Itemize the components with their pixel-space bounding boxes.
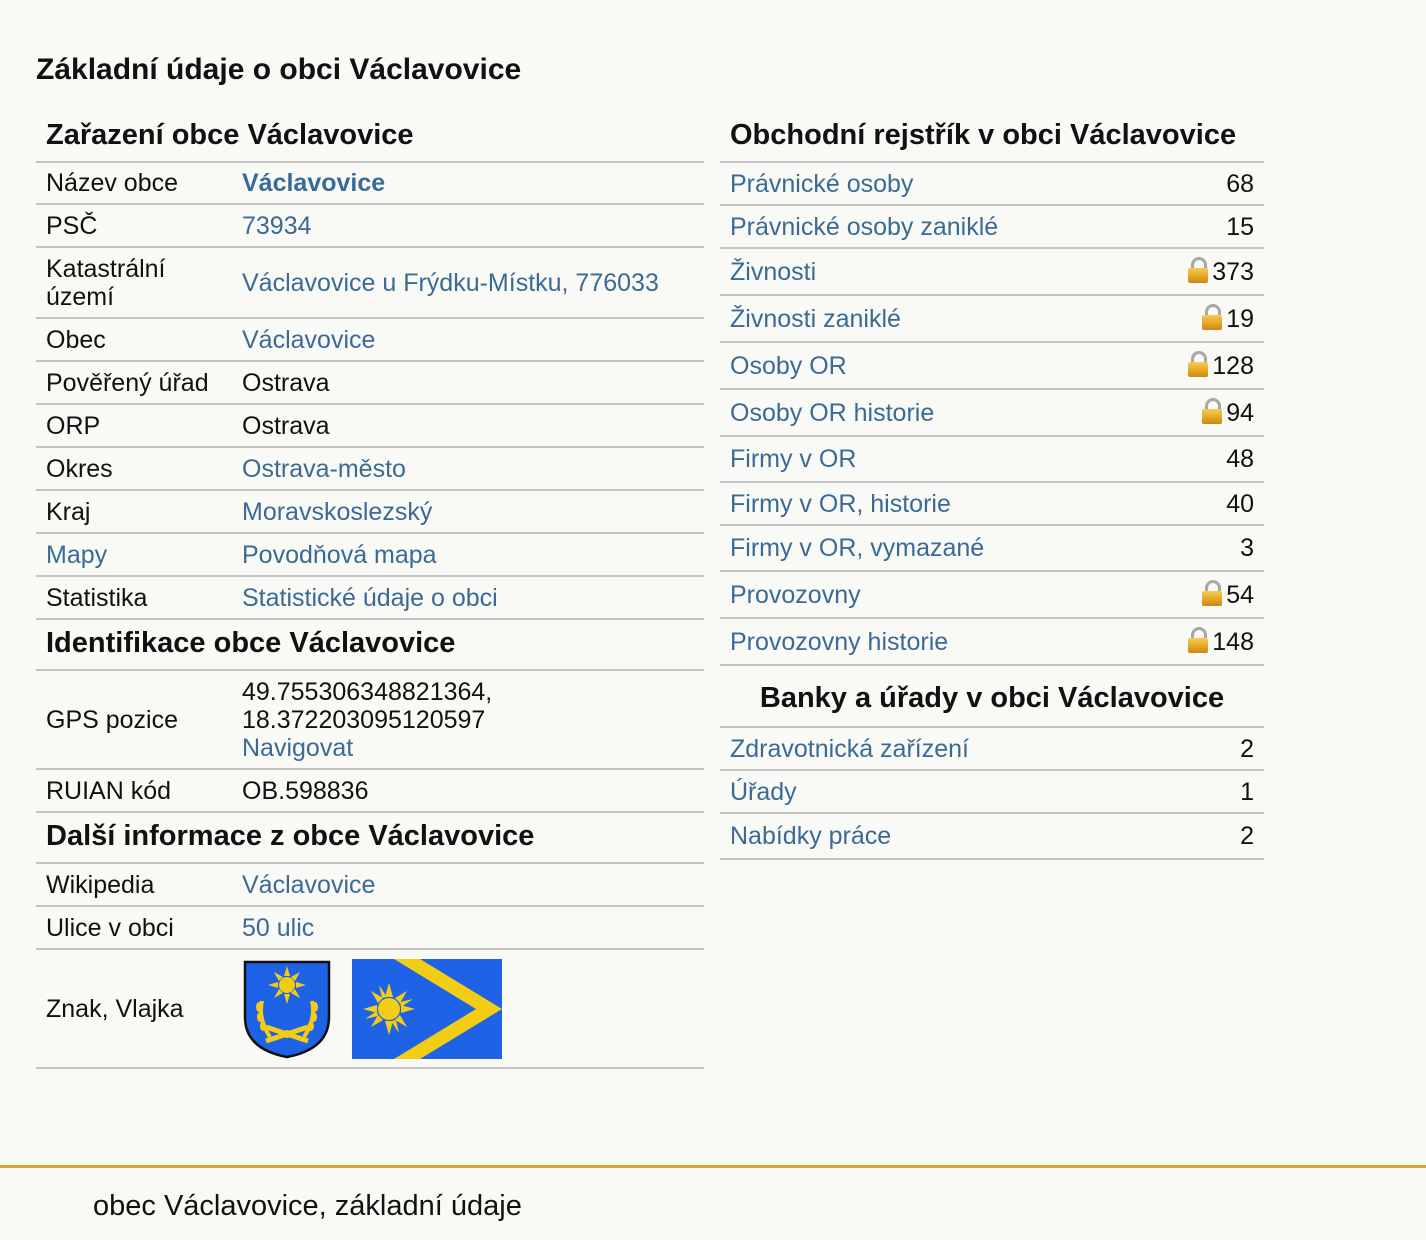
row-value <box>1139 389 1264 436</box>
row-value <box>1139 571 1264 618</box>
row-count: 94 <box>1226 399 1254 427</box>
row-label <box>720 618 1139 665</box>
table-row <box>36 769 704 812</box>
row-label: Znak, Vlajka <box>36 949 232 1068</box>
identifikace-table <box>36 671 704 813</box>
row-label <box>720 436 1139 482</box>
lock-icon <box>1188 257 1208 283</box>
katastralni-uzemi-link[interactable]: Václavovice u Frýdku-Místku, 776033 <box>242 268 659 297</box>
row-value: 1 <box>1201 770 1264 813</box>
table-row <box>36 404 704 447</box>
row-label: Pověřený úřad <box>36 361 232 404</box>
row-value <box>1139 618 1264 665</box>
row-label <box>720 770 1201 813</box>
left-column <box>36 112 704 1069</box>
obec-link[interactable]: Václavovice <box>242 325 376 354</box>
table-row <box>720 248 1264 295</box>
table-row <box>36 949 704 1068</box>
table-row <box>36 247 704 318</box>
table-row <box>36 864 704 906</box>
row-label: PSČ <box>36 204 232 247</box>
row-label: Obec <box>36 318 232 361</box>
table-row <box>36 204 704 247</box>
table-row <box>720 618 1264 665</box>
row-value: 2 <box>1201 728 1264 770</box>
row-value: 40 <box>1139 482 1264 525</box>
row-label: GPS pozice <box>36 671 232 769</box>
firmy-v-or-link[interactable]: Firmy v OR <box>730 445 857 473</box>
firmy-v-or-vymazane-link[interactable]: Firmy v OR, vymazané <box>730 534 985 562</box>
row-label <box>720 728 1201 770</box>
row-value <box>232 533 704 576</box>
banky-heading: Banky a úřady v obci Václavovice <box>720 666 1264 728</box>
table-row <box>720 205 1264 248</box>
row-label: ORP <box>36 404 232 447</box>
firmy-v-or-historie-link[interactable]: Firmy v OR, historie <box>730 489 951 518</box>
zdravotnicka-zarizeni-link[interactable]: Zdravotnická zařízení <box>730 734 969 763</box>
banky-table <box>720 728 1264 860</box>
row-label: Kraj <box>36 490 232 533</box>
row-value: 2 <box>1201 813 1264 859</box>
row-label: Ulice v obci <box>36 906 232 949</box>
nabidky-prace-link[interactable]: Nabídky práce <box>730 822 892 850</box>
row-value: Ostrava <box>232 361 704 404</box>
row-label <box>36 533 232 576</box>
row-value <box>232 247 704 318</box>
table-row <box>720 525 1264 571</box>
provozovny-historie-link[interactable]: Provozovny historie <box>730 627 949 656</box>
obec-name-link[interactable]: Václavovice <box>242 169 386 197</box>
mapy-link[interactable]: Mapy <box>46 540 108 569</box>
right-column <box>720 112 1264 860</box>
row-count: 54 <box>1226 581 1254 609</box>
gps-latitude: 49.755306348821364, <box>242 677 493 706</box>
lock-icon <box>1202 398 1222 424</box>
row-value: 15 <box>1139 205 1264 248</box>
row-value: Ostrava <box>232 404 704 447</box>
navigate-link[interactable]: Navigovat <box>242 733 354 762</box>
row-label <box>720 205 1139 248</box>
row-value <box>232 671 704 769</box>
table-row <box>720 389 1264 436</box>
row-label <box>720 389 1139 436</box>
urady-link[interactable]: Úřady <box>730 777 797 806</box>
row-label <box>720 525 1139 571</box>
row-count: 128 <box>1212 352 1254 380</box>
table-row <box>720 571 1264 618</box>
row-label: RUIAN kód <box>36 769 232 812</box>
lock-icon <box>1202 304 1222 330</box>
coat-of-arms-icon[interactable] <box>242 959 332 1059</box>
ulice-link[interactable]: 50 ulic <box>242 913 315 942</box>
zivnosti-zanikle-link[interactable]: Živnosti zaniklé <box>730 304 901 333</box>
table-row <box>720 770 1264 813</box>
row-value: 3 <box>1139 525 1264 571</box>
row-label <box>720 571 1139 618</box>
dalsi-heading: Další informace z obce Václavovice <box>36 813 704 864</box>
row-value <box>1139 295 1264 342</box>
table-row <box>720 436 1264 482</box>
lock-icon <box>1188 351 1208 377</box>
row-value <box>232 204 704 247</box>
table-row <box>720 295 1264 342</box>
row-label: Okres <box>36 447 232 490</box>
row-count: 373 <box>1212 258 1254 286</box>
row-value <box>232 447 704 490</box>
row-value <box>232 864 704 906</box>
osoby-or-link[interactable]: Osoby OR <box>730 351 847 380</box>
row-label <box>720 813 1201 859</box>
provozovny-link[interactable]: Provozovny <box>730 580 861 609</box>
okres-link[interactable]: Ostrava-město <box>242 454 406 483</box>
row-label: Název obce <box>36 163 232 204</box>
table-row <box>36 163 704 204</box>
row-label <box>720 342 1139 389</box>
row-value <box>232 949 704 1068</box>
table-row <box>36 447 704 490</box>
psc-link[interactable]: 73934 <box>242 211 312 240</box>
row-value <box>1139 248 1264 295</box>
osoby-or-historie-link[interactable]: Osoby OR historie <box>730 398 935 427</box>
row-value <box>232 906 704 949</box>
row-label: Statistika <box>36 576 232 619</box>
emblems <box>242 959 694 1059</box>
row-value <box>232 576 704 619</box>
dalsi-table <box>36 864 704 1069</box>
kraj-link[interactable]: Moravskoslezský <box>242 497 433 526</box>
row-value: 68 <box>1139 163 1264 205</box>
row-value: 48 <box>1139 436 1264 482</box>
row-label <box>720 163 1139 205</box>
row-label <box>720 295 1139 342</box>
obchodni-table <box>720 163 1264 666</box>
row-count: 148 <box>1212 628 1254 656</box>
zarazeni-heading: Zařazení obce Václavovice <box>36 112 704 163</box>
table-row <box>36 533 704 576</box>
table-row <box>720 728 1264 770</box>
row-value <box>232 163 704 204</box>
row-label: Katastrální území <box>36 247 232 318</box>
zarazeni-table <box>36 163 704 620</box>
zivnosti-link[interactable]: Živnosti <box>730 257 817 286</box>
row-value <box>232 318 704 361</box>
page-title: Základní údaje o obci Václavovice <box>36 53 522 86</box>
table-row <box>720 342 1264 389</box>
obchodni-heading: Obchodní rejstřík v obci Václavovice <box>720 112 1264 163</box>
table-row <box>36 318 704 361</box>
table-row <box>36 906 704 949</box>
table-row <box>36 671 704 769</box>
table-row <box>36 490 704 533</box>
gps-longitude: 18.372203095120597 <box>242 705 486 734</box>
pravnicke-osoby-zanikle-link[interactable]: Právnické osoby zaniklé <box>730 212 999 241</box>
row-value <box>232 490 704 533</box>
row-label: Wikipedia <box>36 864 232 906</box>
lock-icon <box>1202 580 1222 606</box>
table-row <box>36 361 704 404</box>
pravnicke-osoby-link[interactable]: Právnické osoby <box>730 169 914 198</box>
footer-divider <box>0 1165 1426 1168</box>
lock-icon <box>1188 627 1208 653</box>
wikipedia-link[interactable]: Václavovice <box>242 870 376 899</box>
table-row <box>720 482 1264 525</box>
statistika-link[interactable]: Statistické údaje o obci <box>242 583 498 612</box>
row-label <box>720 248 1139 295</box>
table-row <box>36 576 704 619</box>
table-row <box>720 163 1264 205</box>
table-row <box>720 813 1264 859</box>
row-count: 19 <box>1226 305 1254 333</box>
row-label <box>720 482 1139 525</box>
footer-text: obec Václavovice, základní údaje <box>93 1190 522 1222</box>
povodnova-mapa-link[interactable]: Povodňová mapa <box>242 540 437 569</box>
row-value: OB.598836 <box>232 769 704 812</box>
identifikace-heading: Identifikace obce Václavovice <box>36 620 704 671</box>
row-value <box>1139 342 1264 389</box>
flag-icon[interactable] <box>352 959 502 1059</box>
